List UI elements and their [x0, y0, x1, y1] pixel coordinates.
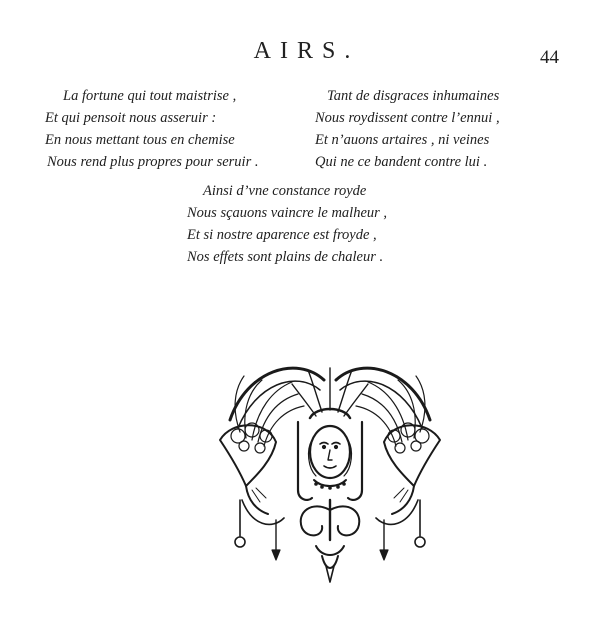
verse-line: La fortune qui tout maistrise ,: [63, 88, 237, 104]
stanza-left: [45, 85, 258, 173]
page-title: AIRS.: [253, 38, 360, 64]
page-number: 44: [540, 47, 559, 68]
verse-line: Nos effets sont plains de chaleur .: [187, 249, 384, 265]
verse-line: Nous sçauons vaincre le malheur ,: [187, 205, 388, 221]
verse-line: En nous mettant tous en chemise: [45, 132, 235, 148]
stanza-right: [315, 85, 500, 173]
verse-line: Et qui pensoit nous asseruir :: [45, 110, 217, 126]
verse-line: Nous roydissent contre l’ennui ,: [315, 110, 500, 126]
verse-line: Tant de disgraces inhumaines: [327, 88, 500, 104]
verse-line: Nous rend plus propres pour seruir .: [47, 154, 259, 170]
woodcut-ornament-icon: [212, 350, 448, 586]
verse-line: Et n’auons artaires , ni veines: [315, 132, 490, 148]
verse-line: Ainsi d’vne constance royde: [203, 183, 367, 199]
verse-line: Qui ne ce bandent contre lui .: [315, 154, 488, 170]
stanza-bottom: [187, 180, 387, 268]
verse-line: Et si nostre aparence est froyde ,: [187, 227, 377, 243]
